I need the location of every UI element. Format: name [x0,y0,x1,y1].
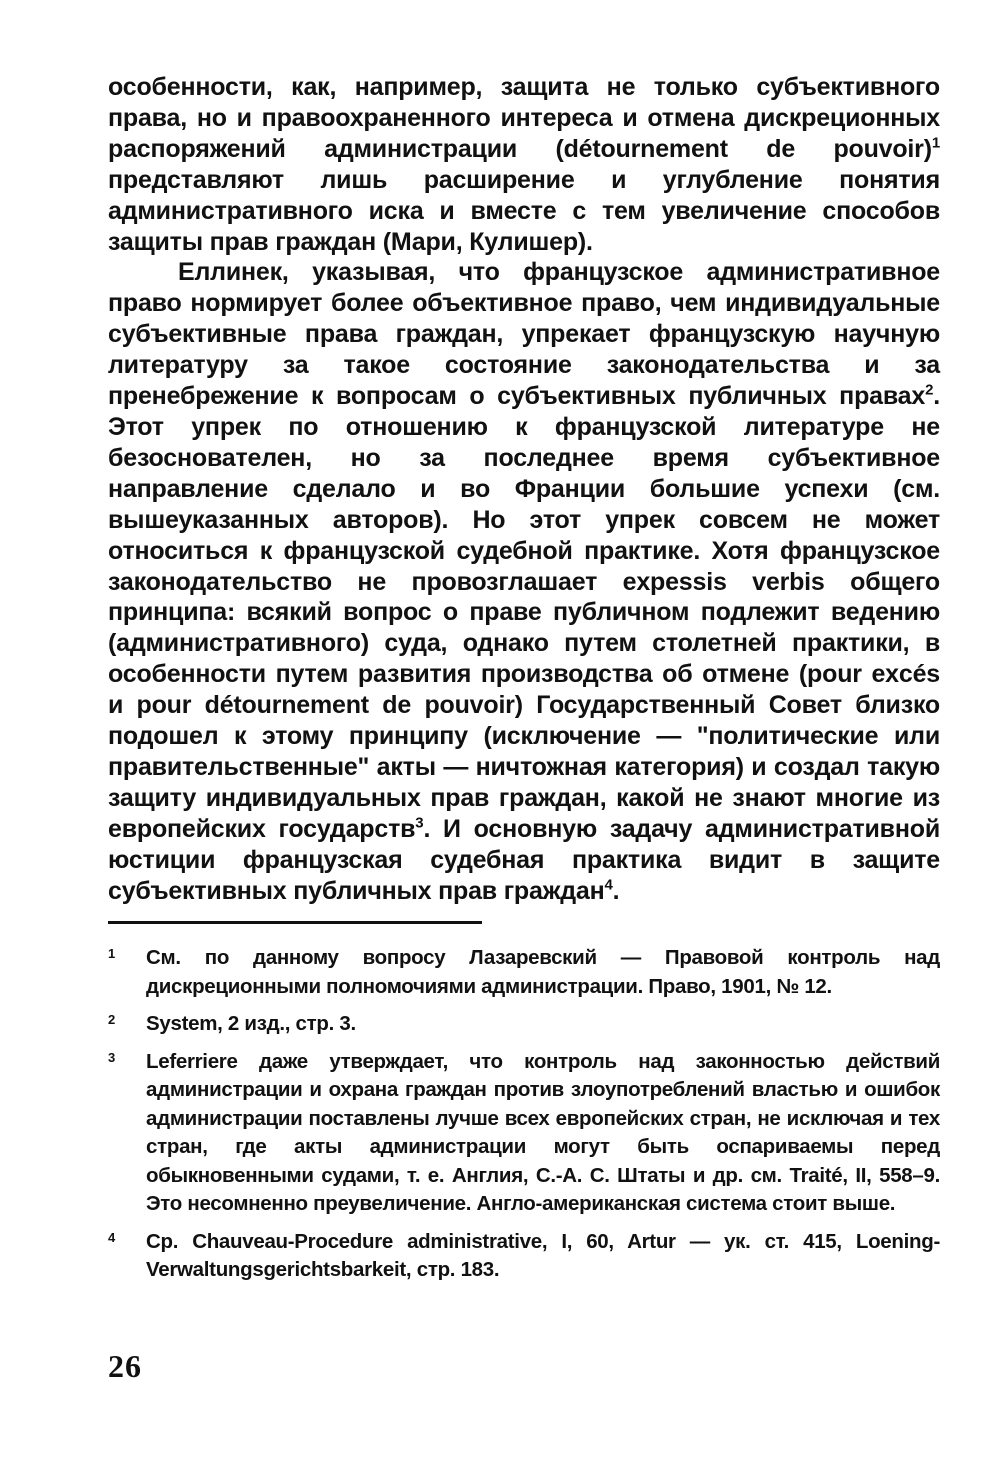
footnote-text: См. по данному вопросу Лазаревский — Правовой контроль над дискреционными полномочиями администрации. Право, 1901, № 12. [146,946,940,998]
footnote-text: Ср. Chauveau-Procedure administrative, I, 60, Artur — ук. ст. 415, Loening-Verwaltungsgerichtsbarkeit, стр. 183. [146,1229,940,1281]
footnote-number: 2 [108,1012,115,1027]
footnote-ref-1[interactable]: 1 [931,134,940,152]
footnote-number: 1 [108,946,115,961]
paragraph-2-end: . [612,876,620,905]
page-number: 26 [108,1348,142,1384]
paragraph-2-text-a: Еллинек, указывая, что французское административное право нормирует более объективное право, чем индивидуальные субъективные права граждан, упрекает французскую научную литературу за такое состояние законодательства и за пренебрежение к вопросам о субъективных публичных правах [108,258,940,411]
paragraph-1 [108,72,940,257]
footnote-separator [108,921,482,924]
footnote [108,1228,940,1285]
paragraph-1-tail: представляют лишь расширение и углубление понятия административного иска и вместе с тем увеличение способов защиты прав граждан (Мари, Кулишер). [108,165,940,256]
footnote-ref-2[interactable]: 2 [925,381,934,399]
footnotes [108,944,940,1294]
paragraph-2 [108,257,940,906]
paragraph-2-text-c: . И основную задачу административной юстиции французская судебная практика видит в защите субъективных публичных прав граждан [108,814,940,905]
footnote-number: 4 [108,1229,115,1245]
footnote [108,1010,940,1039]
footnote-text: System, 2 изд., стр. 3. [146,1012,356,1035]
paragraph-2-text-b: . Этот упрек по отношению к французской литературе не безоснователен, но за последнее время субъективное направление сделало и во Франции большие успехи (см. вышеуказанных авторов). Но этот упрек совсем не может относиться к французской судебной практике. Хотя французское законодательство не провозглашает expessis verbis общего принципа: всякий вопрос о праве публичном подлежит ведению (административного) суда, однако путем столетней практики, в особенности путем развития производства об отмене (pour excés и pour détournement de pouvoir) Государственный Совет близко подошел к этому принципу (исключение — "политические или правительственные" акты — ничтожная категория) и создал такую защиту индивидуальных прав граждан, какой не знают многие из европейских государств [108,382,940,843]
footnote-ref-4[interactable]: 4 [604,876,613,894]
footnote [108,944,940,1001]
footnote-ref-3[interactable]: 3 [415,814,424,832]
main-text [108,72,940,906]
paragraph-1-text: особенности, как, например, защита не только субъективного права, но и правоохраненного интереса и отмена дискреционных распоряжений администрации (détournement de pouvoir) [108,73,940,163]
footnote-number: 3 [108,1049,115,1065]
footnote [108,1048,940,1219]
footnote-text: Leferriere даже утверждает, что контроль над законностью действий администрации и охрана граждан против злоупотреблений властью и ошибок администрации поставлены лучше всех европейских стран, не исключая и тех стран, где акты администрации могут быть оспариваемы перед обыкновенными судами, т. е. Англия, С.-А. С. Штаты и др. см. Traité, II, 558–9. Это несомненно преувеличение. Англо-американская система стоит выше. [146,1049,940,1215]
